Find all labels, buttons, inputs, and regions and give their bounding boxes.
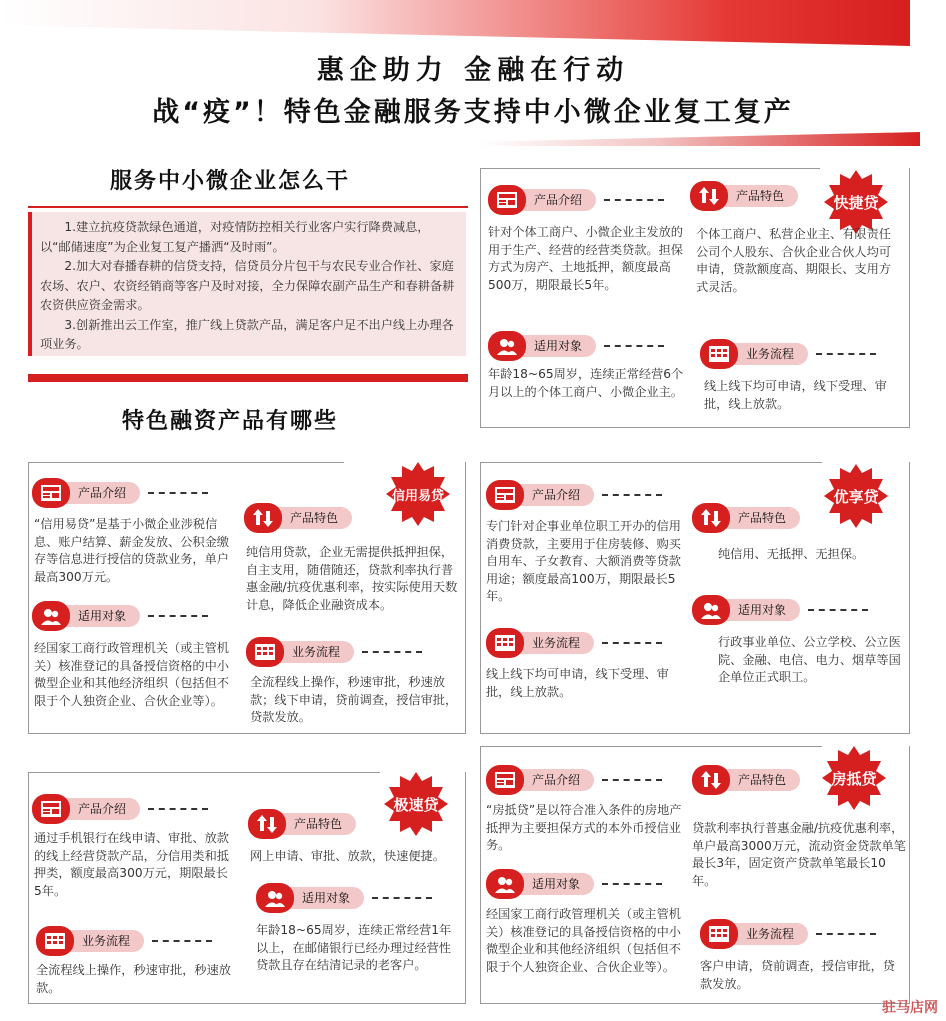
product-target: 年龄18~65周岁，连续正常经营6个月以上的个体工商户、小微企业主。 (488, 367, 684, 399)
label-intro: 产品介绍 (486, 483, 662, 507)
label-process: 业务流程 (486, 631, 662, 655)
site-watermark: 驻马店网 (882, 1000, 938, 1016)
product-process: 线上线下均可申请，线下受理、审批，线上放款。 (704, 379, 887, 411)
product-target: 经国家工商行政管理机关（或主管机关）核准登记的具备授信资格的中小微型企业和其他经济组织（包括但不限于个人独资企业、合伙企业等）。 (486, 907, 681, 974)
products-heading: 特色融资产品有哪些 (122, 409, 339, 434)
news-icon (32, 478, 70, 508)
product-target: 行政事业单位、公立学校、公立医院、金融、电信、电力、烟草等国企单位正式职工。 (718, 635, 901, 684)
product-feature: 纯信用贷款，企业无需提供抵押担保，自主支用，随借随还，贷款利率执行普惠金融/抗疫优惠利率，按实际使用天数计息，降低企业融资成本。 (246, 545, 458, 612)
news-icon (32, 794, 70, 824)
product-process: 全流程线上操作，秒速审批，秒速放款。 (36, 963, 231, 995)
header-banner (0, 0, 910, 46)
product-intro: 针对个体工商户、小微企业主发放的用于生产、经营的经营类贷款。担保方式为房产、土地抵押，额度最高500万，期限最长5年。 (488, 225, 683, 292)
label-intro: 产品介绍 (486, 768, 662, 792)
product-feature: 纯信用、无抵押、无担保。 (718, 547, 865, 561)
product-target: 经国家工商行政管理机关（或主管机关）核准登记的具备授信资格的中小微型企业和其他经济组织（包括但不限于个人独资企业、合伙企业等）。 (34, 641, 229, 708)
arrows-icon (248, 809, 286, 839)
news-icon (486, 765, 524, 795)
page-title: 惠企助力 金融在行动 (316, 55, 630, 86)
product-process: 客户申请，贷前调查，授信审批，贷款发放。 (700, 959, 895, 991)
product-target: 年龄18~65周岁，连续正常经营1年以上，在邮储银行已经办理过经营性贷款且存在结清记录的老客户。 (256, 923, 452, 972)
news-icon (486, 480, 524, 510)
how-heading: 服务中小微企业怎么干 (110, 169, 351, 194)
label-process: 业务流程 (700, 922, 876, 946)
how-item: 3.创新推出云工作室，推广线上贷款产品，满足客户足不出户线上办理各项业务。 (40, 317, 454, 351)
product-badge-xinyong: 信用易贷 (386, 462, 450, 526)
arrows-icon (692, 765, 730, 795)
product-feature: 网上申请、审批、放款，快速便捷。 (250, 849, 445, 863)
users-icon (486, 869, 524, 899)
title-underbar (480, 132, 920, 146)
arrows-icon (244, 503, 282, 533)
product-process: 全流程线上操作，秒速审批，秒速放款；线下申请，贷前调查，授信审批，贷款发放。 (250, 675, 458, 724)
product-intro: “房抵贷”是以符合准入条件的房地产抵押为主要担保方式的本外币授信业务。 (486, 803, 682, 852)
grid-icon (700, 919, 738, 949)
label-process: 业务流程 (700, 342, 876, 366)
product-badge-jisu: 极速贷 (384, 772, 448, 836)
divider (28, 206, 468, 208)
product-intro: 通过手机银行在线申请、审批、放款的线上经营贷款产品，分信用类和抵押类，额度最高300万元，期限最长5年。 (34, 831, 229, 898)
product-feature: 贷款利率执行普惠金融/抗疫优惠利率，单户最高3000万元，流动资金贷款单笔最长3年，固定资产贷款单笔最长10年。 (692, 821, 906, 888)
how-item: 1.建立抗疫贷款绿色通道，对疫情防控相关行业客户实行降费减息，以“邮储速度”为企业复工复产播洒“及时雨”。 (40, 220, 430, 254)
label-target: 适用对象 (32, 604, 208, 628)
label-target: 适用对象 (692, 598, 868, 622)
label-intro: 产品介绍 (488, 188, 664, 212)
product-badge-fangdi: 房抵贷 (822, 746, 886, 810)
label-intro: 产品介绍 (32, 797, 208, 821)
users-icon (256, 883, 294, 913)
product-process: 线上线下均可申请，线下受理、审批，线上放款。 (486, 667, 669, 699)
arrows-icon (690, 181, 728, 211)
product-intro: “信用易贷”是基于小微企业涉税信息、账户结算、薪金发放、公积金缴存等信息进行授信的贷款业务，单户最高300万元。 (34, 517, 229, 584)
how-item: 2.加大对春播春耕的信贷支持，信贷员分片包干与农民专业合作社、家庭农场、农户、农资经销商等客户及时对接，全力保障农副产品生产和春耕备耕农资供应资金需求。 (40, 259, 455, 312)
label-intro: 产品介绍 (32, 481, 208, 505)
label-feature: 产品特色 (244, 506, 352, 530)
news-icon (488, 185, 526, 215)
label-target: 适用对象 (256, 886, 432, 910)
product-badge-kuaijie: 快捷贷 (824, 170, 888, 234)
label-target: 适用对象 (486, 872, 662, 896)
grid-icon (700, 339, 738, 369)
users-icon (32, 601, 70, 631)
users-icon (488, 331, 526, 361)
arrows-icon (692, 503, 730, 533)
label-process: 业务流程 (246, 640, 422, 664)
how-list (28, 212, 466, 356)
label-feature: 产品特色 (248, 812, 356, 836)
product-badge-youxiang: 优享贷 (824, 464, 888, 528)
label-feature: 产品特色 (690, 184, 798, 208)
label-feature: 产品特色 (692, 768, 800, 792)
label-process: 业务流程 (36, 929, 212, 953)
grid-icon (246, 637, 284, 667)
grid-icon (36, 926, 74, 956)
product-intro: 专门针对企事业单位职工开办的信用消费贷款，主要用于住房装修、购买自用车、子女教育、大额消费等贷款用途；额度最高100万，期限最长5年。 (486, 519, 681, 603)
divider (28, 374, 468, 382)
label-target: 适用对象 (488, 334, 664, 358)
label-feature: 产品特色 (692, 506, 800, 530)
product-feature: 个体工商户、私营企业主、有限责任公司个人股东、合伙企业合伙人均可申请，贷款额度高、期限长、支用方式灵活。 (696, 227, 891, 294)
grid-icon (486, 628, 524, 658)
page-subtitle: 战“疫”！特色金融服务支持中小微企业复工复产 (152, 97, 794, 128)
users-icon (692, 595, 730, 625)
